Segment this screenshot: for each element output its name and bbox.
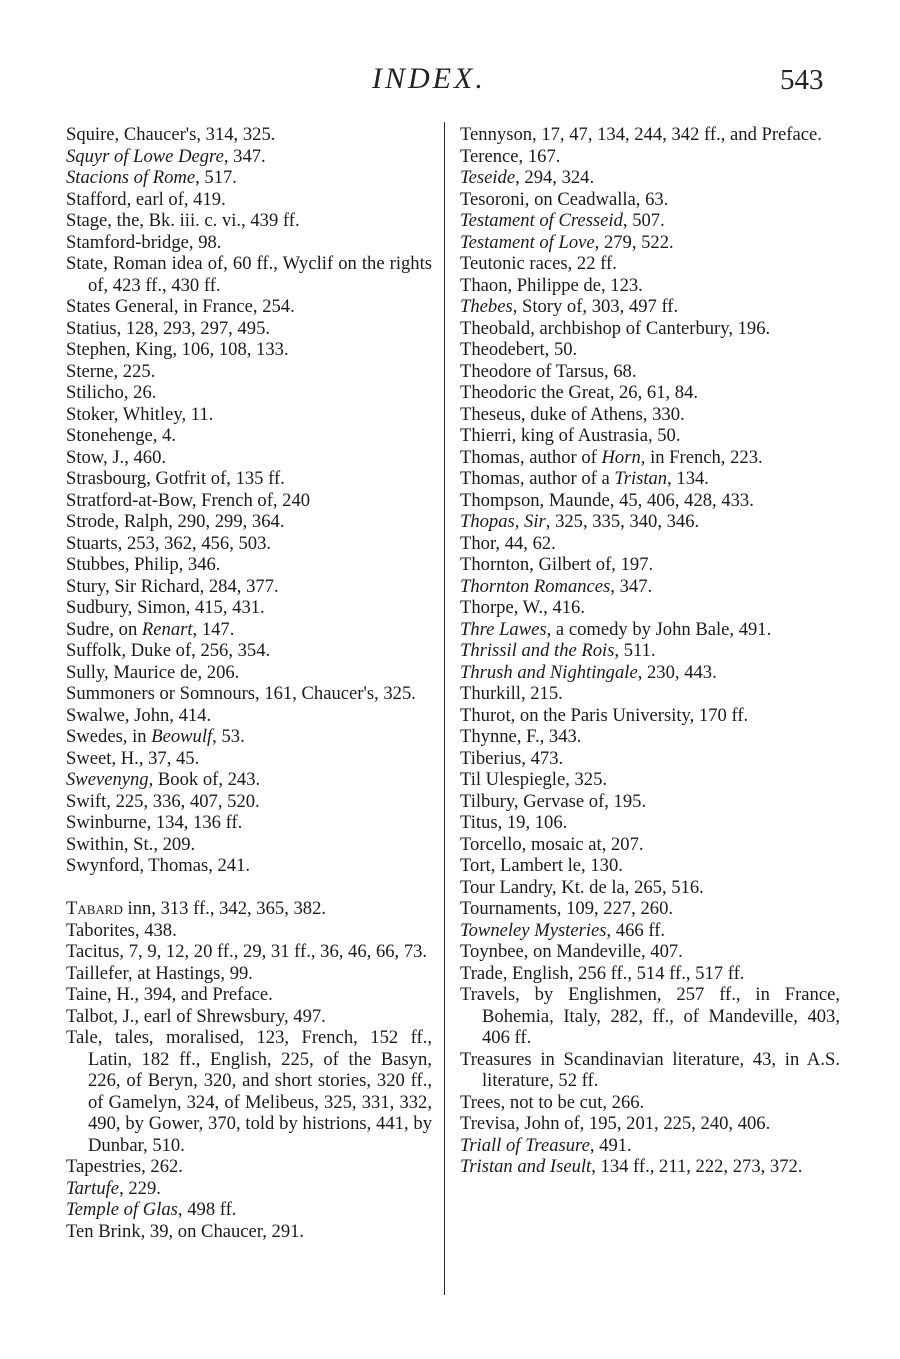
index-entry [460,748,840,770]
index-entry [66,210,432,232]
index-entry [66,834,432,856]
entry-text: Stafford, earl of, 419. [66,188,226,210]
index-entry [460,812,840,834]
index-entry [66,769,432,791]
index-entry [460,210,840,232]
entry-text: Stubbes, Philip, 346. [66,554,221,575]
entry-text: Trevisa, John of, 195, 201, 225, 240, 406. [460,1113,771,1134]
entry-text: Swift, 225, 336, 407, 520. [66,790,260,812]
entry-text: , 53. [212,726,245,747]
index-entry [66,748,432,770]
index-entry [460,189,840,211]
entry-text: , 507. [622,210,665,231]
index-entry [66,1221,432,1243]
entry-title-italic: Triall of Treasure [460,1134,590,1156]
entry-text: Taine, H., 394, and Preface. [66,984,273,1005]
entry-text: State, Roman idea of, 60 ff., Wyclif on the rights of, 423 ff., 430 ff. [66,253,432,296]
entry-text: Tennyson, 17, 47, 134, 244, 342 ff., and Preface. [460,124,822,145]
index-entry [460,533,840,555]
entry-text: Sully, Maurice de, 206. [66,661,240,683]
index-entry [460,619,840,641]
index-entry [460,1135,840,1157]
entry-text: Theseus, duke of Athens, 330. [460,403,685,425]
index-entry [460,834,840,856]
index-entry [460,490,840,512]
index-entry [66,920,432,942]
entry-text: Teutonic races, 22 ff. [460,253,617,274]
index-entry [66,232,432,254]
page-title: INDEX. [372,62,486,95]
entry-text: Theodoric the Great, 26, 61, 84. [460,382,699,403]
page-number: 543 [780,64,824,96]
index-entry [66,533,432,555]
entry-text: Tesoroni, on Ceadwalla, 63. [460,188,669,210]
entry-title-italic: Thornton Romances [460,575,611,597]
entry-text: , 511. [614,640,656,661]
index-entry [66,425,432,447]
entry-text: Ten Brink, 39, on Chaucer, 291. [66,1220,305,1242]
entry-text: , 498 ff. [177,1199,237,1220]
entry-title-italic: Horn [601,446,641,468]
index-entry [66,1178,432,1200]
entry-text: Thompson, Maunde, 45, 406, 428, 433. [460,489,754,511]
index-column-right [460,124,840,1178]
index-entry [460,1092,840,1114]
entry-text: , Book of, 243. [148,769,261,790]
entry-text: , Story of, 303, 497 ff. [512,296,679,317]
entry-title-italic: Stacions of Rome [66,167,196,188]
entry-text: Thurot, on the Paris University, 170 ff. [460,704,749,726]
entry-title-italic: Thopas, Sir [460,511,546,532]
entry-text: Torcello, mosaic at, 207. [460,833,644,855]
index-entry [460,167,840,189]
index-entry [460,382,840,404]
entry-text: Tilbury, Gervase of, 195. [460,790,647,812]
index-entry [460,683,840,705]
index-entry [460,941,840,963]
entry-text: , in French, 223. [640,446,763,468]
entry-text: Thomas, author of [460,446,602,468]
entry-text: Suffolk, Duke of, 256, 354. [66,640,271,661]
entry-text: Til Ulespiegle, 325. [460,769,608,790]
index-entry [460,511,840,533]
entry-text: Travels, by Englishmen, 257 ff., in France, Bohemia, Italy, 282, ff., of Mandeville, 403, 406 ff. [460,984,840,1048]
index-entry [460,1113,840,1135]
index-entry [460,898,840,920]
entry-text: Thierri, king of Austrasia, 50. [460,425,681,446]
entry-text: Tacitus, 7, 9, 12, 20 ff., 29, 31 ff., 36, 46, 66, 73. [66,941,428,962]
index-entry [66,511,432,533]
index-entry [66,404,432,426]
index-entry [460,640,840,662]
entry-text: Taborites, 438. [66,919,177,941]
index-entry [460,984,840,1049]
entry-title-italic: Testament of Cresseid [460,210,623,231]
entry-text: Swynford, Thomas, 241. [66,855,251,876]
index-entry [66,361,432,383]
entry-text: , 230, 443. [637,661,717,683]
entry-title-italic: Beowulf [151,726,213,747]
index-entry [66,812,432,834]
index-entry [66,124,432,146]
entry-title-italic: Thrissil and the Rois [460,640,615,661]
index-entry [66,1027,432,1156]
index-entry [460,253,840,275]
index-entry [460,296,840,318]
entry-text: , 229. [119,1177,161,1199]
index-entry [66,146,432,168]
entry-text: , 466 ff. [606,919,666,941]
entry-text: Tale, tales, moralised, 123, French, 152 ff., Latin, 182 ff., English, 225, of the Basyn, 226, of Beryn, 320, and short stories, 320 ff., of Gamelyn, 324, of Melibeus, 325, 331, 332, 490, by Gower, 370, told by histrions, 441, by Dunbar, 510. [66,1027,432,1156]
entry-text: Tort, Lambert le, 130. [460,855,623,876]
entry-text: Thynne, F., 343. [460,726,582,747]
entry-text: Theobald, archbishop of Canterbury, 196. [460,317,771,339]
entry-text: Stury, Sir Richard, 284, 377. [66,575,279,597]
entry-text: Stilicho, 26. [66,382,157,403]
index-entry [460,318,840,340]
index-entry [66,447,432,469]
entry-title-italic: Tristan and Iseult [460,1156,592,1177]
index-entry [66,339,432,361]
column-divider [444,122,445,1295]
index-entry [66,167,432,189]
index-entry [66,253,432,296]
index-entry [66,855,432,877]
entry-text: , 279, 522. [594,231,674,253]
index-entry [460,404,840,426]
entry-title-italic: Temple of Glas [66,1199,178,1220]
entry-text: Thorpe, W., 416. [460,597,585,618]
entry-text: States General, in France, 254. [66,296,295,317]
entry-text: Tour Landry, Kt. de la, 265, 516. [460,876,704,898]
index-entry [66,726,432,748]
index-entry [460,877,840,899]
entry-text: Thomas, author of a [460,468,615,489]
index-entry [66,189,432,211]
entry-text: , 517. [195,167,237,188]
index-entry [460,339,840,361]
index-entry [66,1156,432,1178]
entry-text: , 491. [589,1134,632,1156]
index-entry [460,232,840,254]
index-entry [460,554,840,576]
entry-text: , a comedy by John Bale, 491. [546,618,772,640]
entry-text: , 147. [192,618,235,640]
index-entry [460,447,840,469]
entry-text: Talbot, J., earl of Shrewsbury, 497. [66,1005,326,1027]
index-entry [460,769,840,791]
index-entry [460,662,840,684]
entry-text: Strode, Ralph, 290, 299, 364. [66,511,285,532]
entry-text: Sudre, on [66,618,142,640]
index-entry [460,1156,840,1178]
entry-title-italic: Renart [141,618,193,640]
entry-text: , 347. [223,145,266,167]
entry-text: Stamford-bridge, 98. [66,231,222,253]
entry-text: Statius, 128, 293, 297, 495. [66,317,271,339]
entry-text: Swalwe, John, 414. [66,704,212,726]
index-entry [66,898,432,920]
entry-text: inn, 313 ff., 342, 365, 382. [122,898,327,919]
entry-text: Theodebert, 50. [460,339,578,360]
index-entry [460,361,840,383]
entry-text: Squire, Chaucer's, 314, 325. [66,124,276,145]
entry-text: Taillefer, at Hastings, 99. [66,962,253,984]
index-column-left [66,124,432,1242]
index-entry [460,275,840,297]
entry-text: Swedes, in [66,726,152,747]
entry-title-italic: Testament of Love [460,231,595,253]
entry-text: , 325, 335, 340, 346. [545,511,700,532]
entry-title-italic: Thrush and Nightingale [460,661,638,683]
index-entry [66,468,432,490]
index-entry [460,791,840,813]
entry-text: Stow, J., 460. [66,446,167,468]
entry-text: Stuarts, 253, 362, 456, 503. [66,532,272,554]
index-entry [460,576,840,598]
entry-title-italic: Tartufe [66,1177,120,1199]
entry-text: Tabard [66,898,123,919]
index-entry [460,705,840,727]
index-entry [66,382,432,404]
entry-text: Theodore of Tarsus, 68. [460,360,637,382]
entry-title-italic: Thebes [460,296,513,317]
entry-title-italic: Towneley Mysteries [460,919,607,941]
entry-text: Tapestries, 262. [66,1156,183,1177]
index-entry [66,296,432,318]
index-entry [460,146,840,168]
entry-title-italic: Thre Lawes [460,618,547,640]
entry-text: , 347. [610,575,653,597]
entry-title-italic: Swevenyng [66,769,149,790]
index-entry [460,124,840,146]
index-entry [460,597,840,619]
entry-text: Thor, 44, 62. [460,532,556,554]
entry-text: Titus, 19, 106. [460,812,568,833]
index-entry [460,963,840,985]
index-entry [66,619,432,641]
index-entry [66,1006,432,1028]
index-entry [460,726,840,748]
entry-text: Sterne, 225. [66,360,156,382]
entry-text: Stratford-at-Bow, French of, 240 [66,489,311,511]
entry-text: Trade, English, 256 ff., 514 ff., 517 ff. [460,962,745,984]
index-entry [66,597,432,619]
entry-text: Tiberius, 473. [460,747,564,769]
index-entry [460,855,840,877]
entry-text: Swinburne, 134, 136 ff. [66,812,243,833]
index-entry [66,318,432,340]
index-entry [66,1199,432,1221]
entry-title-italic: Tristan [614,468,668,489]
entry-text: Swithin, St., 209. [66,833,196,855]
index-entry [66,705,432,727]
entry-text: Terence, 167. [460,145,561,167]
entry-text: Toynbee, on Mandeville, 407. [460,941,683,962]
index-entry [66,576,432,598]
entry-text: Thurkill, 215. [460,683,563,704]
entry-text: Thaon, Philippe de, 123. [460,274,643,296]
entry-text: Summoners or Somnours, 161, Chaucer's, 325. [66,683,416,704]
index-entry [66,941,432,963]
entry-title-italic: Squyr of Lowe Degre [66,145,224,167]
index-entry [66,554,432,576]
page-header [0,62,900,102]
index-entry [460,1049,840,1092]
entry-text: Stage, the, Bk. iii. c. vi., 439 ff. [66,210,300,231]
index-entry [66,791,432,813]
entry-text: Tournaments, 109, 227, 260. [460,898,674,919]
entry-text: Treasures in Scandinavian literature, 43, in A.S. literature, 52 ff. [460,1048,840,1091]
entry-text: Sweet, H., 37, 45. [66,747,200,769]
entry-title-italic: Teseide [460,167,516,188]
index-entry [66,490,432,512]
section-gap [66,877,432,899]
index-entry [66,683,432,705]
index-entry [460,425,840,447]
entry-text: Strasbourg, Gotfrit of, 135 ff. [66,468,285,489]
entry-text: Sudbury, Simon, 415, 431. [66,597,265,618]
index-entry [66,662,432,684]
entry-text: Stonehenge, 4. [66,425,176,446]
index-entry [66,640,432,662]
index-entry [460,920,840,942]
entry-text: Trees, not to be cut, 266. [460,1091,645,1113]
index-entry [66,963,432,985]
entry-text: Stoker, Whitley, 11. [66,403,214,425]
entry-text: , 134. [667,468,709,489]
index-entry [460,468,840,490]
index-entry [66,984,432,1006]
entry-text: , 294, 324. [515,167,595,188]
entry-text: Stephen, King, 106, 108, 133. [66,339,289,360]
entry-text: Thornton, Gilbert of, 197. [460,554,654,575]
entry-text: , 134 ff., 211, 222, 273, 372. [591,1156,803,1177]
